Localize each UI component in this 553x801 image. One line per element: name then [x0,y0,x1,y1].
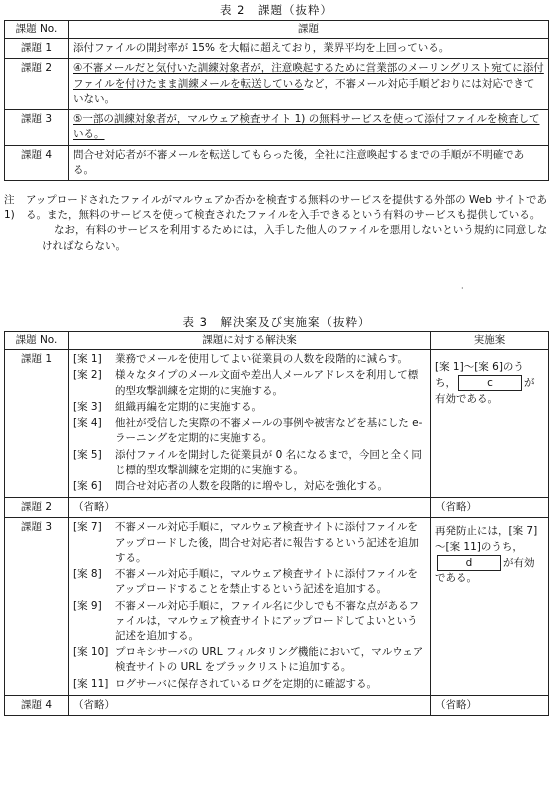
table-row [5,39,549,59]
plan-list [69,518,431,695]
issue-no: 課題 1 [5,350,69,498]
plan-text: プロキシサーバの URL フィルタリング機能において，マルウェア検査サイトの URL をブラックリストに追加する。 [115,646,424,674]
plan-tag: [案 9] [73,599,102,612]
table-header-row [5,332,549,350]
plan-text: 他社が受信した実際の不審メールの事例や被害などを基にした e-ラーニングを定期的に実施する。 [115,417,423,445]
issue-no: 課題 3 [5,518,69,695]
underlined-text: ④不審メールだと気付いた訓練対象者が，注意喚起するために営業部のメーリングリスト宛てに添付ファイルを付けたまま訓練メールを転送している [73,62,544,90]
plan-text: 不審メール対応手順に，マルウェア検査サイトに添付ファイルをアップロードした後，問合せ対応者に報告するという記述を追加する。 [115,521,419,564]
table3 [4,331,549,716]
plan-tag: [案 7] [73,521,102,534]
issue-text [69,59,549,110]
table-header-row [5,21,549,39]
issue-no: 課題 2 [5,59,69,110]
table3-caption: 表 3 解決案及び実施案（抜粋） [182,315,371,329]
impl-omitted: （省略） [431,498,549,518]
plan-tag: [案 3] [73,400,102,413]
issue-text: 添付ファイルの開封率が 15% を大幅に超えており，業界平均を上回っている。 [69,39,549,59]
plan-item [73,645,426,675]
answer-blank-c[interactable]: c [458,375,522,391]
footnote-mark: 注 1) [4,194,15,222]
plan-tag: [案 11] [73,677,109,690]
plan-item [73,448,426,478]
table-row [5,695,549,715]
plan-item [73,352,426,367]
header-implementation: 実施案 [431,332,549,350]
plan-tag: [案 8] [73,568,102,581]
plan-text: 添付ファイルを開封した従業員が 0 名になるまで，今回と全く同じ標的型攻撃訓練を定期的に実施する。 [115,448,422,476]
plan-item [73,400,426,415]
stray-dot: · [461,284,464,293]
plan-tag: [案 6] [73,479,102,492]
table2-caption: 表 2 課題（抜粋） [220,3,333,17]
issue-no: 課題 1 [5,39,69,59]
issue-text: 問合せ対応者が不審メールを転送してもらった後，全社に注意喚起するまでの手順が不明確である。 [69,145,549,180]
issue-text [69,110,549,145]
plan-item [73,368,426,398]
plan-item [73,567,426,597]
plan-text: 業務でメールを使用してよい従業員の人数を段階的に減らす。 [115,353,408,366]
table-row [5,350,549,498]
plan-tag: [案 10] [73,646,109,659]
plan-omitted: （省略） [69,498,431,518]
table-row [5,145,549,180]
footnote-para2: なお，有料のサービスを利用するためには，入手した他人のファイルを悪用しないという規約に同意しなければならない。 [42,224,548,252]
footnote-para1: アップロードされたファイルがマルウェアか否かを検査する無料のサービスを提供する外部の Web サイトである。また，無料のサービスを使って検査されたファイルを入手できるという有料のサービスも提供している。 [26,194,547,222]
impl-post: が有効である。 [435,377,535,405]
plan-text: 不審メール対応手順に，ファイル名に少しでも不審な点があるファイルは，マルウェア検査サイトにアップロードしてよいという記述を追加する。 [115,599,420,642]
plan-text: 組織再編を定期的に実施する。 [115,400,262,413]
underlined-text: ⑤一部の訓練対象者が，マルウェア検査サイト 1) の無料サービスを使って添付ファイルを検査している。 [73,113,540,141]
answer-blank-d[interactable]: d [437,555,501,571]
plan-omitted: （省略） [69,695,431,715]
plan-item [73,520,426,566]
table-row [5,498,549,518]
header-no: 課題 No. [5,332,69,350]
issue-no: 課題 3 [5,110,69,145]
plan-item [73,599,426,645]
issue-no: 課題 4 [5,145,69,180]
issue-no: 課題 4 [5,695,69,715]
table-row [5,59,549,110]
plan-list [69,350,431,498]
issue-no: 課題 2 [5,498,69,518]
impl-post: が有効である。 [435,556,535,585]
issue-text-rest: など，不審メール対応手順どおりには対応できていない。 [73,77,535,105]
implementation [431,518,549,695]
header-no: 課題 No. [5,21,69,39]
plan-item [73,416,426,446]
table2 [4,20,549,181]
table-row [5,518,549,695]
plan-text: 問合せ対応者の人数を段階的に増やし，対応を強化する。 [115,479,388,492]
plan-item [73,677,426,692]
plan-text: ログサーバに保存されているログを定期的に確認する。 [115,677,377,690]
plan-item [73,479,426,494]
footnote [4,193,549,254]
impl-pre: [案 1]～[案 6]のうち， [435,361,524,390]
impl-omitted: （省略） [431,695,549,715]
table-row [5,110,549,145]
plan-tag: [案 4] [73,417,102,430]
plan-text: 様々なタイプのメール文面や差出人メールアドレスを利用して標的型攻撃訓練を定期的に実施する。 [115,369,419,397]
plan-tag: [案 1] [73,353,102,366]
plan-tag: [案 2] [73,369,102,382]
header-issue: 課題 [69,21,549,39]
plan-text: 不審メール対応手順に，マルウェア検査サイトに添付ファイルをアップロードすることを禁止するという記述を追加する。 [115,568,418,596]
implementation [431,350,549,498]
header-solution: 課題に対する解決案 [69,332,431,350]
plan-tag: [案 5] [73,448,102,461]
impl-pre: 再発防止には，[案 7]～[案 11]のうち， [435,525,538,553]
